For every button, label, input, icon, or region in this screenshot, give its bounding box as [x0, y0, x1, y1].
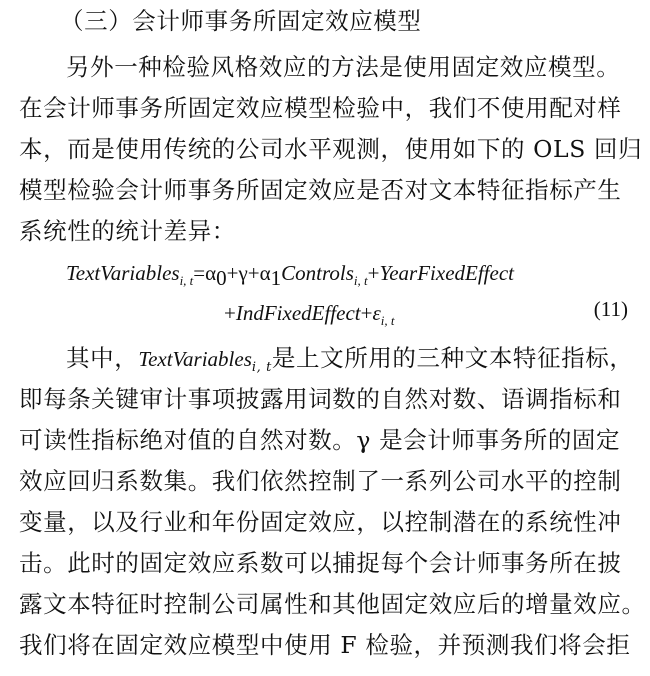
paragraph-line: 击。此时的固定效应系数可以捕捉每个会计师事务所在披 — [19, 549, 622, 577]
paragraph-line: 在会计师事务所固定效应模型检验中，我们不使用配对样 — [19, 94, 622, 122]
paragraph-line: 变量，以及行业和年份固定效应，以控制潜在的系统性冲 — [19, 508, 622, 536]
equation-line-1: $TextVariables_{i, t}=\alpha_0+\gamma+\alpha_1Controls_{i, t}+YearFixedEffect$ — [66, 261, 514, 290]
section-heading: （三）会计师事务所固定效应模型 — [60, 7, 422, 35]
paragraph-line: 另外一种检验风格效应的方法是使用固定效应模型。 — [66, 53, 621, 81]
equation-number: (11) — [593, 297, 628, 321]
equation-line-2: $+IndFixedEffect+\varepsilon_{i, t}$ — [224, 301, 395, 328]
paragraph-line: 即每条关键审计事项披露用词数的自然对数、语调指标和 — [19, 385, 622, 413]
paragraph-line: 其中，TextVariables$_{i, t}$是上文所用的三种文本特征指标， — [66, 344, 634, 375]
paragraph-line: 模型检验会计师事务所固定效应是否对文本特征指标产生 — [19, 176, 622, 204]
paragraph-line: 露文本特征时控制公司属性和其他固定效应后的增量效应。 — [19, 590, 646, 618]
paragraph-line: 我们将在固定效应模型中使用 F 检验，并预测我们将会拒 — [19, 631, 631, 659]
paragraph-line: 本，而是使用传统的公司水平观测，使用如下的 OLS 回归 — [19, 135, 643, 163]
paragraph-line: 可读性指标绝对值的自然对数。γ 是会计师事务所的固定 — [19, 426, 621, 454]
paragraph-line: 系统性的统计差异： — [19, 217, 236, 245]
paragraph-line: 效应回归系数集。我们依然控制了一系列公司水平的控制 — [19, 467, 622, 495]
equation-lhs: TextVariables — [66, 261, 180, 285]
